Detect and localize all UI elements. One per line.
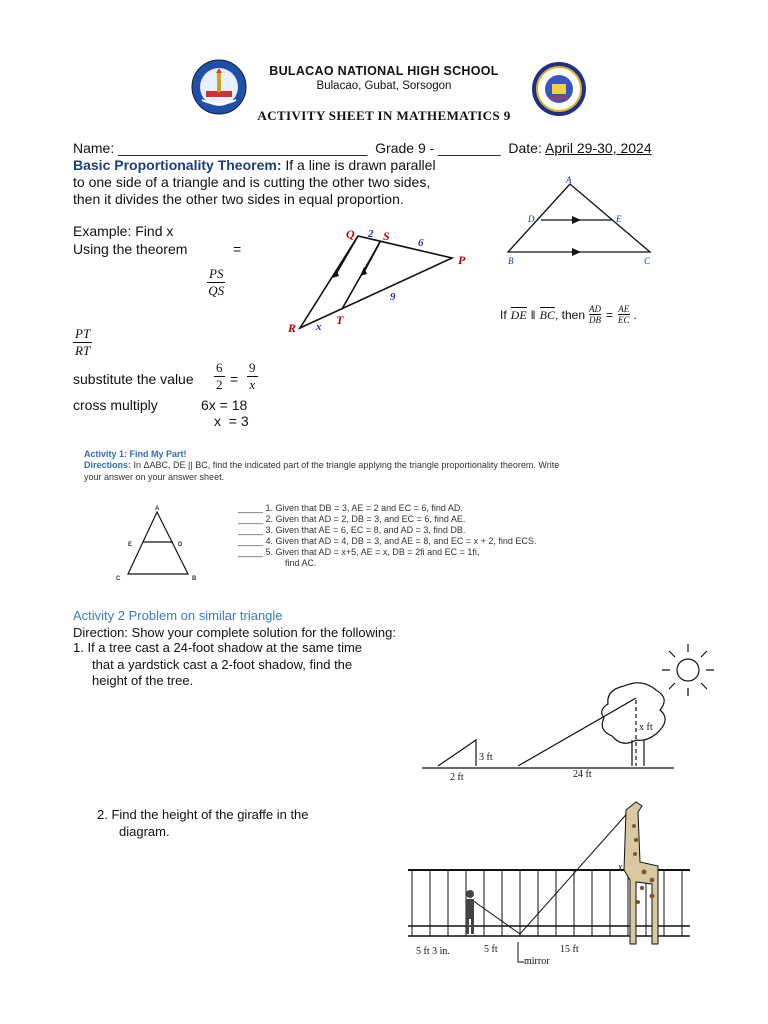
label-r: R [288,321,297,335]
label-5ft: 5 ft [484,944,498,955]
substitute-label: substitute the value [73,371,194,387]
giraffe-icon [624,802,658,944]
frac-pt: PT [75,326,91,341]
sub-equals: = [230,371,239,387]
list-item-cont: find AC. [285,558,317,568]
problem-2-line-2: diagram. [119,824,170,839]
label-2: 2 [368,228,374,240]
problem-2 [97,806,309,840]
activity2-heading: Activity 2 Problem on similar triangle [73,608,283,623]
activity1-items [238,503,536,569]
formula-then: , then [554,307,586,322]
example-equals: = [233,241,242,257]
list-item: _____ 5. Given that AD = x+5, AE = x, DB = 2fi and EC = 1fi, [238,547,480,557]
label-mirror: mirror [524,956,550,967]
formula-frac-ae-ec [618,304,630,325]
problem-1-line-2: that a yardstick cast a 2-foot shadow, find the [92,656,353,672]
example-line-2: Using the theorem [73,241,188,257]
school-address: Bulacao, Gubat, Sorsogon [316,80,452,92]
a1-label-d: D [178,542,183,548]
proportion-formula: If DE ‖ BC , then $\frac{AD}{DB}$ = $\frac{AE}{EC}$ . [500,304,637,325]
list-item: _____ 1. Given that DB = 3, AE = 2 and EC = 6, find AD. [238,503,463,513]
triangle-pqr-diagram [280,222,480,340]
formula-bc: BC [539,307,555,322]
label-q: Q [346,227,355,241]
label-2ft: 2 ft [450,772,464,783]
problem-1 [73,640,362,690]
formula-frac-ad-db [589,304,601,325]
triangle-abc-diagram [500,172,670,268]
sub-num-1: 6 [216,360,223,375]
example-line-1: Example: Find x [73,223,174,239]
cross-label: cross multiply [73,397,158,413]
person-icon [466,890,474,934]
label-3ft: 3 ft [479,752,493,763]
sub-frac-1 [214,360,225,393]
problem-1-line-3: height of the tree. [92,673,194,688]
sub-frac-2 [247,360,258,393]
label-6: 6 [418,237,424,249]
a1-label-e: E [128,542,133,548]
formula-if: If [500,307,507,322]
activity1-triangle [112,502,208,586]
problem-2-line-1: 2. Find the height of the giraffe in the [97,807,309,822]
theorem-block [73,157,493,208]
frac-ps: PS [209,266,224,281]
grade-field: Grade 9 - ________ [375,140,501,156]
label-xft: x ft [639,722,653,733]
label-d: D [528,214,535,224]
directions-label: Directions: [84,460,132,470]
formula-ad: AD [589,304,602,314]
activity1-directions [84,460,684,483]
formula-ae: AE [618,304,630,314]
label-t: T [336,313,344,327]
tree-shadow-diagram [418,638,718,788]
theorem-text-1: If a line is drawn parallel [281,157,436,173]
date-label: Date: [508,140,545,156]
frac-rt: RT [75,343,91,358]
formula-ec: EC [618,315,630,325]
frac-qs: QS [208,283,225,298]
label-a: A [566,175,572,185]
label-e: E [616,214,622,224]
name-field: Name: ________________________________ [73,140,368,156]
formula-db: DB [589,315,602,325]
problem-1-line-1: 1. If a tree cast a 24-foot shadow at the same time [73,640,363,655]
cross-equation: 6x = 18 [201,397,248,413]
sub-den-1: 2 [216,377,223,392]
form-line [73,140,652,157]
answer-equation: x = 3 [214,413,249,429]
directions-text-1: In ΔABC, DE || BC, find the indicated part of the triangle applying the triangle proportionality theorem. Write [131,460,560,470]
label-b: B [508,256,514,266]
theorem-text-2: to one side of a triangle and is cutting the other two sides, [73,174,431,190]
label-c: C [644,256,651,266]
fraction-pt-rt [73,326,92,359]
list-item: _____ 4. Given that AD = 4, DB = 3, and AE = 8, and EC = x + 2, find ECS. [238,536,537,546]
theorem-heading: Basic Proportionality Theorem: [73,157,282,173]
label-5ft3in: 5 ft 3 in. [416,946,450,957]
label-x: x [316,321,322,333]
label-p: P [458,253,466,267]
label-s: S [383,229,390,243]
label-giraffe-x: x [618,862,623,873]
label-24ft: 24 ft [573,769,592,780]
label-9: 9 [390,291,396,303]
directions-text-2: your answer on your answer sheet. [84,471,225,482]
a1-label-a: A [155,506,160,512]
label-15ft: 15 ft [560,944,579,955]
activity1-heading: Activity 1: Find My Part! [84,449,187,459]
theorem-text-3: then it divides the other two sides in equal proportion. [73,191,404,207]
school-name: BULACAO NATIONAL HIGH SCHOOL [269,64,499,78]
sun-icon [662,644,714,696]
formula-de: DE [510,307,527,322]
sub-den-2: x [249,377,256,392]
list-item: _____ 3. Given that AE = 6, EC = 8, and AD = 3, find DB. [238,525,466,535]
sheet-title: ACTIVITY SHEET IN MATHEMATICS 9 [257,108,511,123]
a1-label-c: C [116,576,121,582]
sub-num-2: 9 [249,360,256,375]
list-item: _____ 2. Given that AD = 2, DB = 3, and EC = 6, find AE. [238,514,466,524]
a1-label-b: B [192,576,197,582]
fraction-ps-qs [207,266,225,299]
activity2-direction: Direction: Show your complete solution for the following: [73,625,396,640]
date-value: April 29-30, 2024 [544,140,652,156]
giraffe-mirror-diagram [408,796,698,968]
